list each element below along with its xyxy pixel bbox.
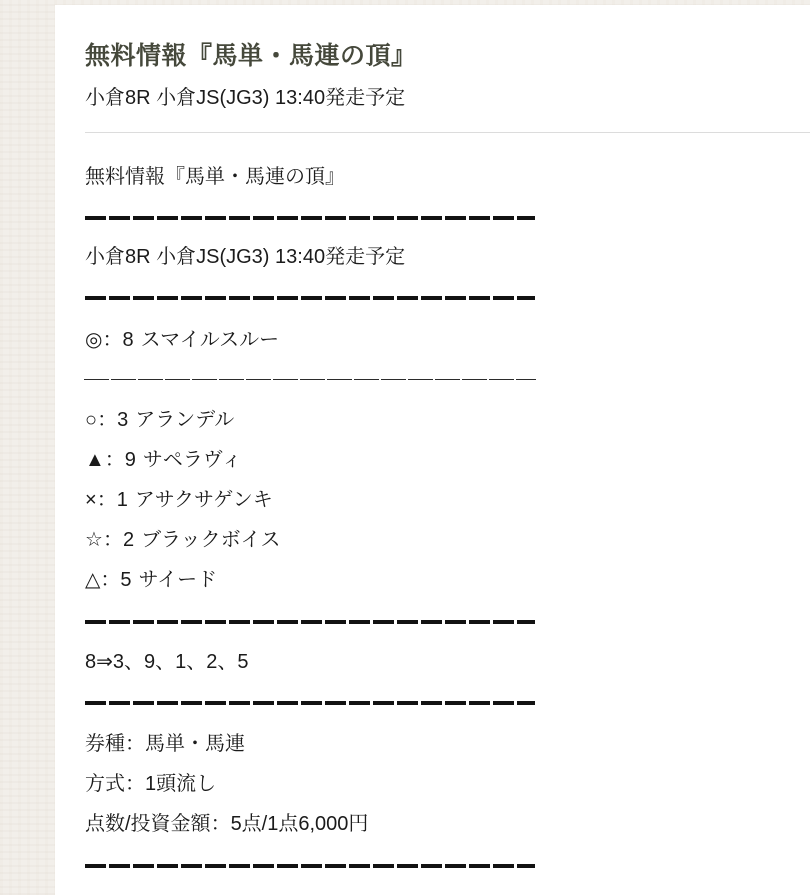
pick-line (85, 486, 273, 514)
pick-colon: ： (102, 329, 123, 351)
horse-number: 5 (120, 569, 132, 591)
horse-number: 9 (124, 449, 136, 471)
horse-number: 2 (122, 529, 135, 551)
pick-colon: ： (100, 569, 121, 591)
race-subtitle: 小倉8R 小倉JS(JG3) 13:40発走予定 (85, 87, 406, 109)
horse-name: アサクサゲンキ (134, 489, 273, 511)
ticket-type-line (85, 730, 245, 758)
horse-number: 3 (117, 409, 129, 431)
horse-name: スマイルスルー (140, 329, 280, 351)
pick-line (85, 566, 217, 594)
pick-symbol: × (85, 489, 97, 511)
heavy-divider (85, 620, 535, 624)
pick-symbol: ◎ (85, 329, 103, 351)
pick-colon: ： (97, 409, 118, 431)
main-pick-line (85, 326, 279, 354)
field-label: 方式 (85, 773, 125, 795)
method-line (85, 770, 216, 798)
message-intro-line: 無料情報『馬単・馬連の頂』 (85, 166, 345, 188)
horse-number: 1 (116, 489, 128, 511)
points-amount-line (85, 810, 368, 838)
field-label: 点数/投資金額 (85, 813, 211, 835)
page-title: 無料情報『馬単・馬連の頂』 (85, 42, 417, 70)
pick-symbol: ○ (85, 409, 98, 431)
heavy-divider (85, 216, 535, 220)
horse-name: サペラヴィ (142, 449, 242, 471)
field-value: 馬単・馬連 (145, 733, 245, 755)
heavy-divider (85, 701, 535, 705)
field-colon: ： (125, 733, 145, 755)
heavy-divider (85, 296, 535, 300)
field-colon: ： (125, 773, 145, 795)
field-value: 5点/1点6,000円 (230, 813, 369, 835)
message-race-line: 小倉8R 小倉JS(JG3) 13:40発走予定 (85, 246, 406, 268)
heavy-divider (85, 864, 535, 868)
horse-name: ブラックボイス (141, 529, 281, 551)
pick-symbol: △ (85, 569, 101, 591)
bet-formula-line: 8⇒3、9、1、2、5 (85, 651, 249, 673)
pick-symbol: ▲ (85, 449, 105, 471)
field-colon: ： (210, 813, 231, 835)
pick-colon: ： (102, 529, 123, 551)
pick-line (85, 406, 234, 434)
horse-name: アランデル (135, 409, 235, 431)
horse-number: 8 (122, 329, 134, 351)
thin-divider (84, 379, 536, 380)
pick-line (85, 446, 242, 474)
pick-symbol: ☆ (85, 529, 103, 551)
header-divider (85, 132, 810, 133)
pick-colon: ： (96, 489, 117, 511)
pick-line (85, 526, 280, 554)
pick-colon: ： (104, 449, 125, 471)
field-value: 1頭流し (145, 773, 217, 795)
field-label: 券種 (85, 733, 125, 755)
horse-name: サイード (138, 569, 218, 591)
content-panel (55, 5, 810, 895)
